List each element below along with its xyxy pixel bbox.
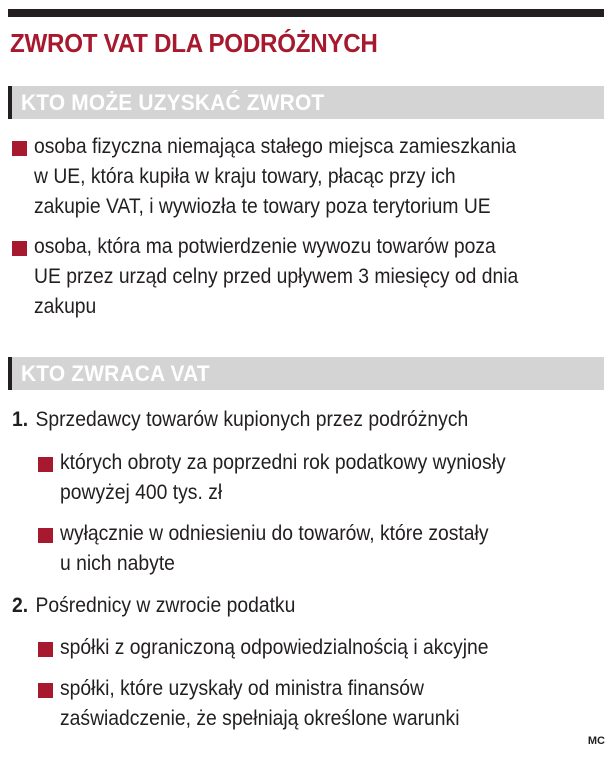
- list-item: [12, 132, 602, 222]
- bullet-square-icon: [38, 642, 53, 657]
- bullet-square-icon: [38, 528, 53, 543]
- top-rule: [8, 9, 604, 17]
- item-number: 2.: [12, 594, 29, 617]
- list-item-text: wyłącznie w odniesieniu do towarów, które zostały u nich nabyte: [60, 522, 489, 575]
- bullet-square-icon: [38, 683, 53, 698]
- page-title: ZWROT VAT DLA PODRÓŻNYCH: [10, 28, 378, 58]
- list-item-text: osoba fizyczna niemająca stałego miejsca zamieszkania w UE, która kupiła w kraju towary, płacąc przy ich zakupie VAT, i wywiozła te towary poza terytorium UE: [34, 135, 517, 218]
- numbered-item-label: Pośrednicy w zwrocie podatku: [35, 594, 296, 617]
- item-number: 1.: [12, 408, 29, 431]
- section-heading-label: KTO ZWRACA VAT: [21, 361, 210, 386]
- numbered-item-sellers: [12, 405, 468, 435]
- list-item-text: których obroty za poprzedni rok podatkowy wyniosły powyżej 400 tys. zł: [60, 451, 506, 504]
- bullet-square-icon: [12, 141, 27, 156]
- list-item: [38, 519, 598, 579]
- list-item: [38, 448, 598, 508]
- list-item-text: osoba, która ma potwierdzenie wywozu towarów poza UE przez urząd celny przed upływem 3 miesięcy od dnia zakupu: [34, 235, 519, 318]
- list-item: [38, 633, 598, 663]
- numbered-item-intermediaries: [12, 591, 295, 621]
- bullet-square-icon: [38, 457, 53, 472]
- section-heading-who-refunds: [8, 357, 604, 390]
- section-heading-label: KTO MOŻE UZYSKAĆ ZWROT: [21, 90, 325, 115]
- bullet-square-icon: [12, 241, 27, 256]
- numbered-item-label: Sprzedawcy towarów kupionych przez podróżnych: [35, 408, 469, 431]
- list-item: [38, 674, 598, 734]
- section-heading-who-can-claim: [8, 86, 604, 119]
- list-item: [12, 232, 602, 322]
- author-credit: MC: [587, 735, 605, 747]
- list-item-text: spółki, które uzyskały od ministra finansów zaświadczenie, że spełniają określone warunki: [60, 677, 460, 730]
- list-item-text: spółki z ograniczoną odpowiedzialnością i akcyjne: [60, 636, 489, 659]
